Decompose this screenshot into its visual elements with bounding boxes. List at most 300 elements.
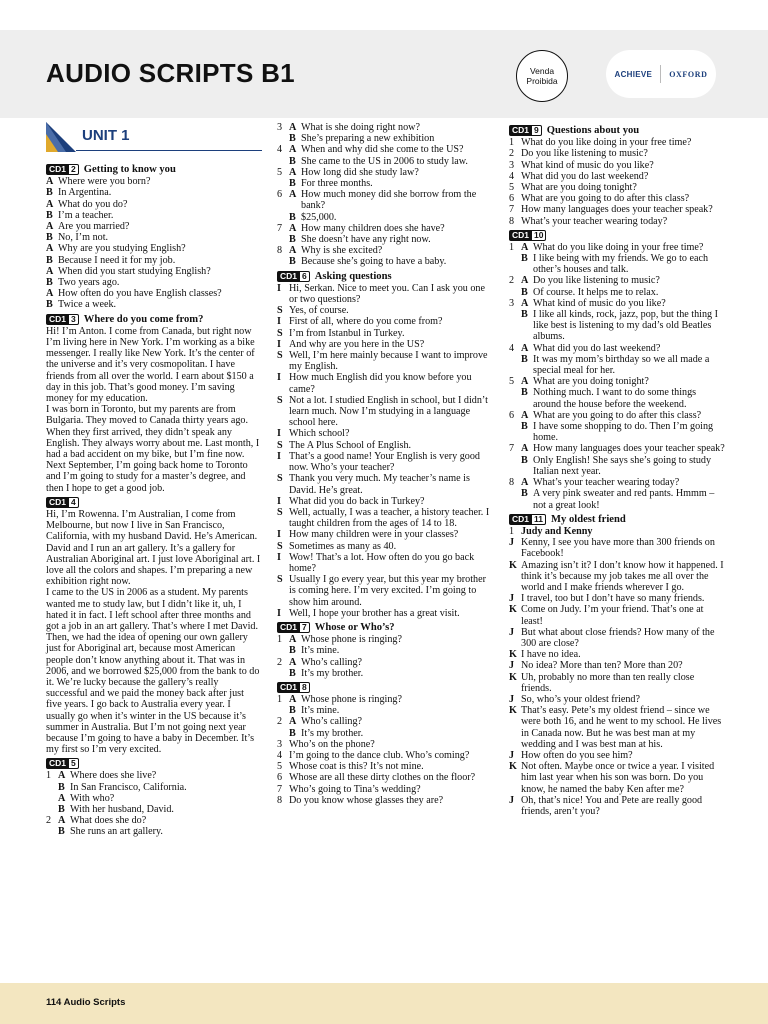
cd-track-badge — [46, 497, 79, 508]
line-text: Whose coat is this? It’s not mine. — [289, 761, 424, 773]
script-line — [509, 410, 725, 421]
track-number: 4 — [68, 497, 79, 508]
line-number: 3 — [277, 122, 283, 133]
script-line — [509, 343, 725, 354]
line-number: 2 — [277, 716, 283, 728]
line-number — [46, 793, 58, 804]
section-title: Getting to know you — [83, 164, 176, 175]
line-text: Only English! She says she’s going to study Italian next year. — [533, 454, 712, 477]
cd-track-badge — [277, 271, 310, 282]
line-number: 1 — [509, 137, 515, 149]
speaker-label: A — [58, 815, 66, 827]
line-number: 8 — [277, 245, 283, 257]
line-number: 8 — [277, 794, 283, 806]
speaker-label: B — [58, 826, 65, 838]
script-line — [277, 451, 495, 473]
script-line — [509, 137, 725, 148]
cd-label: CD1 — [509, 125, 531, 136]
script-line — [277, 316, 495, 327]
script-line — [46, 793, 262, 804]
script-line — [277, 772, 495, 783]
script-line — [46, 782, 262, 793]
speaker-label: S — [277, 439, 283, 451]
line-text: A very pink sweater and red pants. Hmmm – not a great look! — [533, 488, 715, 511]
speaker-label: I — [277, 450, 281, 462]
paragraph: I came to the US in 2006 as a student. My parents wanted me to study law, but I didn’t like it, uh, I hated it in fact. I left school after three months and got a job in an art gallery. That’s where I met David. Then, we had the idea of opening our own gallery just for Aboriginal art, because most American people don’t know anything about it. That was in 2006, and we borrowed $25,000 from the bank to do it. We’re lucky because the gallery’s really successful and we paid the money back after just five years. I go back to Australia every year. I usually go when it’s winter in the US because it’s summer in Australia. But I’m not going next year because I’m going to have a baby in December. It’s my first so I’m very excited. — [46, 587, 260, 756]
script-line — [46, 199, 262, 210]
line-text: No, I’m not. — [58, 232, 109, 244]
line-number: 4 — [277, 144, 283, 156]
paragraph: Hi! I’m Anton. I come from Canada, but right now I’m living here in New York. I’m working as a bike messenger. I really like New York. It’s the center of the universe and it’s very cosmopolitan. I have friends from all over the world. I earn about $150 a day in this job. That’s good money. I’m saving money for my education. — [46, 325, 255, 405]
logo-divider — [660, 65, 661, 83]
line-text: Which school? — [289, 428, 350, 440]
script-line — [277, 372, 495, 394]
cd-track-badge — [46, 164, 79, 175]
script-line — [277, 328, 495, 339]
line-text: What are you doing tonight? — [521, 182, 637, 194]
line-number — [46, 804, 58, 815]
track-number: 9 — [531, 125, 542, 136]
speaker-label: B — [46, 277, 53, 289]
line-number — [277, 156, 289, 167]
line-text: Well, actually, I was a teacher, a history teacher. I taught children from the ages of 14 to 18. — [289, 506, 490, 530]
line-number — [509, 287, 521, 298]
section-heading — [46, 497, 262, 508]
line-number: 4 — [509, 342, 515, 354]
script-line — [509, 387, 725, 409]
line-text: What are you doing tonight? — [533, 376, 649, 388]
script-line — [46, 210, 262, 221]
speaker-label: S — [277, 394, 283, 406]
script-line — [509, 627, 725, 649]
script-line — [509, 182, 725, 193]
line-text: I’m from Istanbul in Turkey. — [289, 327, 405, 339]
speaker-label: B — [289, 211, 296, 223]
line-number — [46, 782, 58, 793]
script-line — [509, 526, 725, 537]
line-text: Of course. It helps me to relax. — [533, 286, 659, 298]
script-line — [509, 443, 725, 454]
section-heading — [509, 125, 725, 136]
speaker-label: S — [277, 305, 283, 317]
line-text: It’s my brother. — [301, 667, 364, 679]
cd-label: CD1 — [509, 514, 531, 525]
line-text: Do you like listening to music? — [533, 275, 660, 287]
speaker-label: B — [289, 667, 296, 679]
script-line — [277, 795, 495, 806]
line-text: It was my mom’s birthday so we all made a special meal for her. — [533, 353, 710, 377]
script-line — [509, 354, 725, 376]
script-line — [509, 287, 725, 298]
script-line — [277, 668, 495, 679]
speaker-label: B — [289, 705, 296, 717]
speaker-label: K — [509, 559, 517, 571]
line-text: Oh, that’s nice! You and Pete are really good friends, aren’t you? — [521, 794, 703, 817]
line-text: How much money did she borrow from the bank? — [301, 189, 477, 212]
unit-book-icon — [46, 122, 76, 152]
speaker-label: B — [46, 232, 53, 244]
script-line — [277, 212, 495, 223]
speaker-label: I — [277, 282, 281, 294]
line-number: 2 — [509, 148, 515, 160]
script-line — [509, 537, 725, 559]
line-text: So, who’s your oldest friend? — [521, 693, 640, 705]
script-line — [46, 187, 262, 198]
line-text: Why is she excited? — [301, 245, 383, 257]
script-line — [277, 305, 495, 316]
speaker-label: A — [46, 221, 54, 233]
line-number: 2 — [277, 656, 283, 668]
speaker-label: A — [289, 693, 297, 705]
speaker-label: K — [509, 649, 517, 661]
line-text: How often do you have English classes? — [58, 288, 222, 300]
line-text: How often do you see him? — [521, 749, 633, 761]
section-heading — [509, 514, 725, 525]
script-line — [277, 750, 495, 761]
line-text: What are you going to do after this class? — [533, 409, 702, 421]
script-line — [509, 705, 725, 750]
line-text: She’s preparing a new exhibition — [301, 133, 435, 145]
script-line — [509, 171, 725, 182]
script-line — [277, 144, 495, 155]
line-text: Usually I go every year, but this year my brother is coming here. I’m very excited. I’m going to show him around. — [289, 574, 486, 608]
speaker-label: A — [289, 122, 297, 133]
script-line — [277, 283, 495, 305]
speaker-label: B — [289, 155, 296, 167]
line-number: 5 — [277, 166, 283, 178]
cd-track-badge — [509, 230, 546, 241]
line-number: 3 — [509, 159, 515, 171]
line-text: Who’s calling? — [301, 656, 363, 668]
script-line — [277, 657, 495, 668]
line-number: 5 — [277, 761, 283, 773]
line-number — [277, 668, 289, 679]
section-heading — [46, 758, 262, 769]
line-number — [509, 488, 521, 510]
speaker-label: I — [277, 316, 281, 328]
script-line — [509, 488, 725, 510]
script-line — [277, 739, 495, 750]
script-line — [509, 660, 725, 671]
speaker-label: A — [521, 376, 529, 388]
script-line — [277, 395, 495, 429]
line-number: 3 — [509, 297, 515, 309]
script-line — [509, 649, 725, 660]
script-line — [277, 256, 495, 267]
line-number — [277, 178, 289, 189]
section-title: Asking questions — [314, 270, 392, 282]
line-text: Who’s calling? — [301, 716, 363, 728]
script-line — [509, 604, 725, 626]
speaker-label: B — [46, 299, 53, 311]
speaker-label: J — [509, 593, 515, 605]
line-number: 5 — [509, 376, 515, 388]
line-text: Thank you very much. My teacher’s name is David. He’s great. — [289, 473, 470, 496]
speaker-label: J — [509, 660, 515, 672]
line-number — [509, 253, 521, 275]
line-text: Who’s on the phone? — [289, 738, 375, 750]
speaker-label: B — [289, 133, 296, 145]
line-number: 1 — [509, 525, 515, 537]
script-line — [277, 728, 495, 739]
line-number: 1 — [277, 693, 283, 705]
script-line — [509, 376, 725, 387]
line-text: First of all, where do you come from? — [289, 316, 443, 328]
speaker-label: B — [58, 781, 65, 793]
line-text: And why are you here in the US? — [289, 338, 425, 350]
script-line — [277, 716, 495, 727]
section-heading — [277, 271, 495, 282]
line-text: Sometimes as many as 40. — [289, 540, 397, 552]
line-text: Because she’s going to have a baby. — [301, 256, 447, 268]
line-text: That’s easy. Pete’s my oldest friend – since we were both 16, and he went to my school. He lives in Canada now. But he was best man at my wedding and I was best man at his. — [521, 705, 722, 750]
script-line — [509, 455, 725, 477]
section-title: Where do you come from? — [83, 313, 204, 325]
speaker-label: B — [46, 254, 53, 266]
line-text: Amazing isn’t it? I don’t know how it happened. I think it’s because my job takes me all over the world and I make friends wherever I go. — [521, 559, 724, 593]
line-text: Whose are all these dirty clothes on the floor? — [289, 772, 476, 784]
line-text: How many children were in your classes? — [289, 529, 459, 541]
speaker-label: S — [277, 473, 283, 485]
line-number: 8 — [509, 477, 515, 489]
line-number: 6 — [509, 409, 515, 421]
cd-label: CD1 — [46, 497, 68, 508]
script-line — [277, 167, 495, 178]
venda-proibida-badge — [516, 50, 568, 102]
line-text: How many languages does your teacher speak? — [521, 204, 713, 216]
line-text: I travel, too but I don’t have so many friends. — [521, 593, 705, 605]
speaker-label: A — [46, 198, 54, 210]
script-line — [277, 189, 495, 211]
speaker-label: A — [289, 656, 297, 668]
speaker-label: B — [289, 645, 296, 657]
line-number — [277, 645, 289, 656]
speaker-label: A — [46, 243, 54, 255]
line-text: No idea? More than ten? More than 20? — [521, 660, 683, 672]
section-heading — [46, 314, 262, 325]
line-text: Come on Judy. I’m your friend. That’s one at least! — [521, 604, 704, 627]
script-line — [509, 761, 725, 795]
script-line — [509, 593, 725, 604]
speaker-label: B — [289, 178, 296, 190]
line-number: 4 — [277, 749, 283, 761]
script-line — [277, 705, 495, 716]
line-text: What are you going to do after this class? — [521, 193, 690, 205]
line-text: What do you like doing in your free time? — [533, 241, 704, 253]
cd-label: CD1 — [277, 622, 299, 633]
script-line — [46, 288, 262, 299]
line-text: That’s a good name! Your English is very good now. Who’s your teacher? — [289, 450, 480, 474]
section-title: Whose or Who’s? — [314, 621, 395, 633]
speaker-label: A — [58, 770, 66, 782]
paragraph: Hi, I’m Rowenna. I’m Australian, I come from Melbourne, but now I live in San Francisco, California, with my husband David. He’s American. David and I run an art gallery. It’s a gallery for Australian Aboriginal art. I just love Aboriginal art. I love all the colors and shapes. I’m preparing a new exhibition right now. — [46, 508, 261, 588]
line-number — [509, 387, 521, 409]
footer-text: 114 Audio Scripts — [46, 997, 126, 1008]
line-text: How many children does she have? — [301, 222, 445, 234]
script-line — [509, 560, 725, 594]
line-text: What do you like doing in your free time? — [521, 137, 692, 149]
script-line — [277, 529, 495, 540]
line-text: Not a lot. I studied English in school, but I didn’t learn much. Now I’m studying in a language school here. — [289, 394, 488, 429]
speaker-label: A — [521, 477, 529, 489]
line-text: I’m a teacher. — [58, 209, 114, 221]
line-text: When and why did she come to the US? — [301, 144, 464, 156]
line-text: But what about close friends? How many of the 300 are close? — [521, 626, 715, 649]
speaker-label: B — [521, 387, 528, 399]
speaker-label: I — [277, 607, 281, 619]
cd-track-badge — [277, 682, 310, 693]
script-line — [509, 253, 725, 275]
column-2 — [277, 122, 495, 806]
line-text: Well, I hope your brother has a great visit. — [289, 607, 460, 619]
script-line — [277, 133, 495, 144]
line-text: What did you do back in Turkey? — [289, 495, 425, 507]
line-text: What kind of music do you like? — [521, 159, 654, 171]
line-text: With her husband, David. — [70, 803, 174, 815]
speaker-label: A — [521, 241, 529, 253]
speaker-label: A — [46, 176, 54, 188]
script-line — [277, 761, 495, 772]
script-line — [46, 221, 262, 232]
script-line — [277, 541, 495, 552]
script-line — [46, 299, 262, 310]
line-text: I’m going to the dance club. Who’s coming? — [289, 749, 470, 761]
script-line — [277, 156, 495, 167]
cd-label: CD1 — [46, 314, 68, 325]
line-text: Whose phone is ringing? — [301, 693, 402, 705]
speaker-label: B — [289, 256, 296, 268]
column-1 — [46, 122, 262, 838]
speaker-label: B — [521, 488, 528, 500]
line-number — [277, 133, 289, 144]
speaker-label: I — [277, 372, 281, 384]
paragraph: Next September, I’m going back home to Toronto and I’m going to study for a master’s degree, and then I hope to get a good job. — [46, 460, 248, 494]
script-line — [509, 204, 725, 215]
speaker-label: B — [521, 286, 528, 298]
cd-track-badge — [46, 758, 79, 769]
unit-title: UNIT 1 — [82, 127, 130, 144]
line-text: It’s my brother. — [301, 727, 364, 739]
speaker-label: J — [509, 749, 515, 761]
line-text: Because I need it for my job. — [58, 254, 176, 266]
speaker-label: J — [509, 537, 515, 549]
cd-label: CD1 — [46, 164, 68, 175]
script-line — [277, 784, 495, 795]
speaker-label: I — [277, 551, 281, 563]
script-line — [46, 277, 262, 288]
speaker-label: K — [509, 705, 517, 717]
script-line — [46, 815, 262, 826]
line-text: It’s mine. — [301, 645, 340, 657]
section-title: Questions about you — [546, 125, 640, 136]
track-number: 3 — [68, 314, 79, 325]
line-text: What kind of music do you like? — [533, 297, 666, 309]
script-line — [277, 645, 495, 656]
script-line — [46, 770, 262, 781]
cd-label: CD1 — [277, 271, 299, 282]
line-text: I like all kinds, rock, jazz, pop, but the thing I like best is listening to my dad’s old Beatles albums. — [533, 309, 719, 343]
speaker-label: K — [509, 604, 517, 616]
script-line — [509, 421, 725, 443]
cd-track-badge — [509, 514, 546, 525]
speaker-label: I — [277, 529, 281, 541]
section-heading — [277, 682, 495, 693]
track-number: 7 — [299, 622, 310, 633]
line-text: I have no idea. — [521, 649, 581, 661]
speaker-label: J — [509, 794, 515, 806]
script-line — [277, 507, 495, 529]
line-text: Two years ago. — [58, 277, 120, 289]
script-line — [509, 298, 725, 309]
script-line — [509, 193, 725, 204]
line-text: How much English did you know before you came? — [289, 372, 472, 395]
section-heading — [46, 164, 262, 175]
line-text: Do you know whose glasses they are? — [289, 794, 444, 806]
line-text: Do you like listening to music? — [521, 148, 648, 160]
speaker-label: A — [521, 443, 529, 455]
line-text: Wow! That’s a lot. How often do you go back home? — [289, 551, 475, 574]
paragraph: I was born in Toronto, but my parents are from Bulgaria. They moved to Canada thirty years ago. When they first arrived, they didn’t speak any English. They always worry about me. Last month, I had a bad accident on my bike, but I’m fine now. — [46, 404, 260, 461]
line-text: Kenny, I see you have more than 300 friends on Facebook! — [521, 537, 715, 560]
line-text: What’s your teacher wearing today? — [521, 215, 668, 227]
line-number: 3 — [277, 738, 283, 750]
script-line — [509, 795, 725, 817]
line-text: The A Plus School of English. — [289, 439, 412, 451]
line-number — [277, 705, 289, 716]
track-number: 10 — [531, 230, 546, 241]
line-number — [509, 354, 521, 376]
line-text: For three months. — [301, 178, 373, 190]
script-line — [277, 178, 495, 189]
line-text: She came to the US in 2006 to study law. — [301, 155, 468, 167]
speaker-label: B — [521, 454, 528, 466]
script-line — [277, 122, 495, 133]
script-line — [277, 608, 495, 619]
line-number: 2 — [509, 275, 515, 287]
line-text: I have some shopping to do. Then I’m going home. — [533, 421, 714, 444]
line-text: Where does she live? — [70, 770, 157, 782]
speaker-label: A — [289, 166, 297, 178]
line-text: Uh, probably no more than ten really close friends. — [521, 671, 695, 694]
cd-track-badge — [509, 125, 542, 136]
badge-line-1: Venda — [529, 66, 555, 76]
script-line — [509, 750, 725, 761]
speaker-label: B — [289, 234, 296, 246]
line-text: Who’s going to Tina’s wedding? — [289, 783, 421, 795]
line-number: 1 — [509, 241, 515, 253]
script-line — [509, 148, 725, 159]
line-text: When did you start studying English? — [58, 265, 211, 277]
line-number: 6 — [277, 772, 283, 784]
line-text: What did you do last weekend? — [521, 170, 649, 182]
unit-rule — [76, 150, 262, 151]
page-header — [0, 30, 768, 118]
line-text: Judy and Kenny — [521, 525, 593, 537]
speaker-label: B — [289, 727, 296, 739]
line-text: It’s mine. — [301, 705, 340, 717]
speaker-label: A — [289, 716, 297, 728]
line-number — [509, 421, 521, 443]
speaker-label: J — [509, 693, 515, 705]
line-text: In Argentina. — [58, 187, 112, 199]
section-heading — [277, 622, 495, 633]
script-line — [277, 574, 495, 608]
column-3 — [509, 122, 725, 817]
line-number — [277, 256, 289, 267]
script-line — [277, 694, 495, 705]
speaker-label: A — [521, 297, 529, 309]
speaker-label: J — [509, 626, 515, 638]
